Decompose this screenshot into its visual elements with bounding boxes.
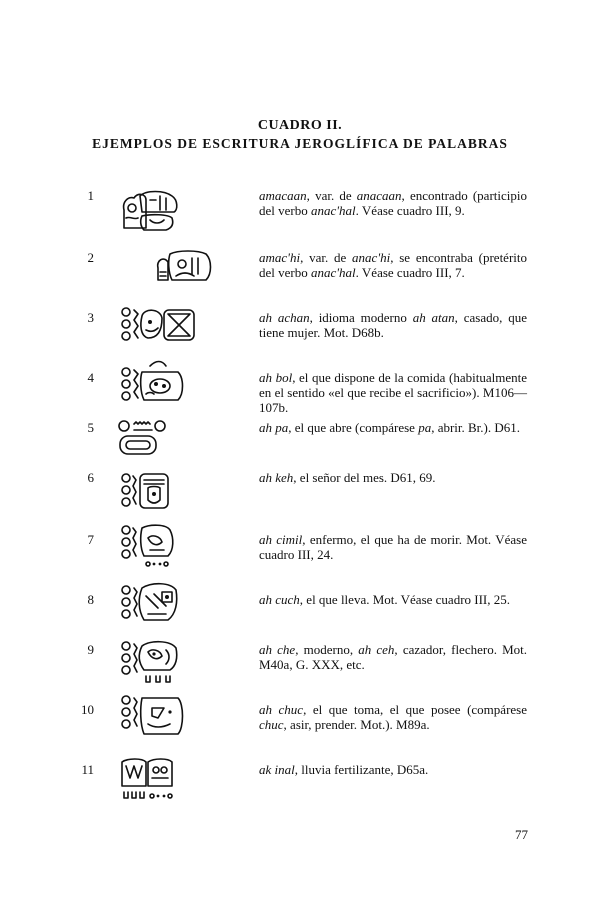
term-italic: anac'hal: [310, 265, 356, 280]
glyph-icon: [120, 188, 180, 239]
entry-number: 2: [87, 250, 94, 265]
entry-number: 5: [87, 420, 94, 435]
text-segment: , var. de: [306, 188, 357, 203]
page-number: 77: [515, 827, 528, 842]
term-italic: ah keh: [259, 470, 294, 485]
entry-text: [259, 188, 527, 218]
entry-text: [259, 250, 527, 280]
glyph-icon: [118, 582, 180, 633]
term-italic: amac'hi: [259, 250, 301, 265]
glyph-icon: [118, 758, 178, 807]
entry-text: [259, 370, 527, 415]
entry-text: [259, 592, 527, 607]
text-segment: , cazador, flechero. Mot. M40a, G. XXX, etc.: [259, 642, 528, 672]
text-segment: , var. de: [300, 250, 353, 265]
term-italic: chuc: [259, 717, 284, 732]
text-segment: , el que abre (compárese: [288, 420, 419, 435]
entry-number: 9: [87, 642, 94, 657]
text-segment: , el que lleva. Mot. Véase cuadro III, 25.: [299, 592, 511, 607]
glyph-icon: [120, 524, 175, 575]
entry-number: 4: [87, 370, 94, 385]
glyph-icon: [154, 250, 214, 291]
entry-number: 10: [81, 702, 94, 717]
entry-number: 1: [87, 188, 94, 203]
entry-number: 3: [87, 310, 94, 325]
term-italic: anac'hi: [352, 250, 391, 265]
glyph-icon: [120, 472, 170, 517]
term-italic: ak inal: [259, 762, 295, 777]
glyph-icon: [118, 640, 180, 691]
entry-text: [259, 470, 527, 485]
entry-number: 8: [87, 592, 94, 607]
entry-number: 7: [87, 532, 94, 547]
term-italic: ah pa: [259, 420, 289, 435]
term-italic: ah achan: [259, 310, 310, 325]
entry-number: 6: [87, 470, 94, 485]
term-italic: ah chuc: [259, 702, 304, 717]
text-segment: , encontrado (participio del verbo: [259, 188, 527, 218]
term-italic: ah che: [259, 642, 296, 657]
term-italic: ah cimil: [259, 532, 303, 547]
glyph-icon: [116, 418, 176, 463]
entry-text: [259, 532, 527, 562]
entry-text: [259, 762, 527, 777]
glyph-icon: [118, 358, 188, 409]
table-subtitle: EJEMPLOS DE ESCRITURA JEROGLÍFICA DE PALABRAS: [92, 136, 508, 151]
text-segment: , el que toma, el que posee (compárese: [303, 702, 527, 717]
glyph-icon: [118, 694, 188, 745]
term-italic: anacaan: [356, 188, 402, 203]
term-italic: ah ceh: [358, 642, 395, 657]
term-italic: amacaan: [259, 188, 307, 203]
text-segment: , abrir. Br.). D61.: [431, 420, 521, 435]
text-segment: . Véase cuadro III, 7.: [355, 265, 465, 280]
text-segment: , el señor del mes. D61, 69.: [293, 470, 436, 485]
entry-number: 11: [81, 762, 94, 777]
text-segment: , casado, que tiene mujer. Mot. D68b.: [259, 310, 527, 340]
term-italic: ah bol: [259, 370, 293, 385]
term-italic: anac'hal: [310, 203, 356, 218]
entry-text: [259, 642, 527, 672]
text-segment: , el que dispone de la comida (habitualmente en el sentido «el que recibe el sacrificio»). M106—107b.: [259, 370, 527, 415]
entry-text: [259, 310, 527, 340]
term-italic: ah atan: [412, 310, 455, 325]
text-segment: , se encontraba (pretérito del verbo: [259, 250, 528, 280]
glyph-icon: [118, 306, 198, 351]
entry-text: [259, 702, 527, 732]
text-segment: . Véase cuadro III, 9.: [355, 203, 465, 218]
text-segment: , idioma moderno: [309, 310, 413, 325]
text-segment: , enfermo, el que ha de morir. Mot. Véase cuadro III, 24.: [259, 532, 527, 562]
term-italic: ah cuch: [259, 592, 300, 607]
table-title: CUADRO II.: [257, 118, 343, 133]
text-segment: , lluvia fertilizante, D65a.: [294, 762, 429, 777]
text-segment: , asir, prender. Mot.). M89a.: [283, 717, 430, 732]
entry-text: [259, 420, 527, 435]
text-segment: , moderno,: [295, 642, 359, 657]
term-italic: pa: [418, 420, 432, 435]
